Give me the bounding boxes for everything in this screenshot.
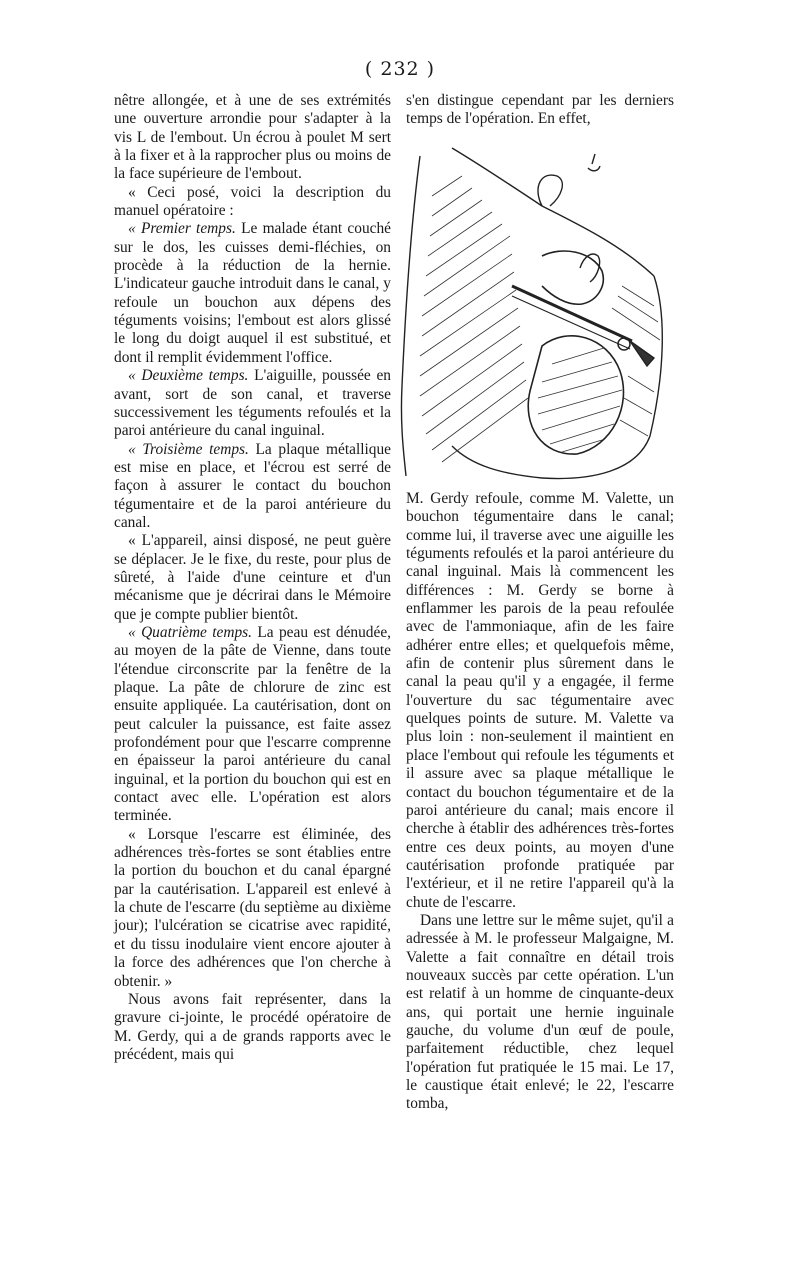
paragraph: M. Gerdy refoule, comme M. Valette, un bouchon tégumentaire dans le canal; comme lui, il traverse avec une aiguille les téguments refoulés et la paroi antérieure du canal inguinal. Mais là commencent les différences : M. Gerdy se borne à enflammer les parois de la peau refoulée avec de l'ammoniaque, afin de les faire adhérer entre elles; et quelquefois même, afin de contenir plus sûrement dans le canal la peau qu'il y a engagée, il ferme l'ouverture du sac tégumentaire avec quelques points de suture. M. Valette va plus loin : non-seulement il maintient en place l'embout qui refoule les téguments et il assure avec sa plaque métallique le contact du bouchon tégumentaire et de la paroi antérieure du canal; mais encore il cherche à établir des adhérences très-fortes entre ces deux points, au moyen d'une cautérisation profonde pratiquée par l'extérieur, et il ne retire l'appareil qu'à la chute de l'escarre. — [406, 490, 674, 911]
paragraph: Dans une lettre sur le même sujet, qu'il a adressée à M. le professeur Malgaigne, M. Valette a fait connaître en détail trois nouveaux succès par cette opération. L'un est relatif à un homme de cinquante-deux ans, qui portait une hernie inguinale gauche, du volume d'un œuf de poule, parfaitement réductible, chez lequel l'opération fut pratiquée le 15 mai. Le 17, le caustique était enlevé; le 22, l'escarre tomba, — [406, 911, 674, 1113]
step-label: « Quatrième temps. — [128, 623, 253, 641]
paragraph — [114, 220, 391, 367]
paragraph — [114, 624, 391, 826]
paragraph: nêtre allongée, et à une de ses extrémités une ouverture arrondie pour s'adapter à la vis L de l'embout. Un écrou à poulet M sert à la fixer et à la rapprocher plus ou moins de la face supérieure de l'embout. — [114, 92, 391, 183]
step-text: L'aiguille, poussée en avant, sort de son canal, et traverse successivement les téguments refoulés et la paroi antérieure du canal inguinal. — [114, 367, 392, 440]
step-text: La peau est dénudée, au moyen de la pâte de Vienne, dans toute l'étendue circonscrite par la fenêtre de la plaque. La pâte de chlorure de zinc est ensuite appliquée. La cautérisation, dont on peut calculer la puissance, est faite assez profondément pour que l'escarre comprenne en épaisseur la paroi antérieure du canal inguinal, et la portion du bouchon qui est en contact avec elle. L'opération est alors terminée. — [114, 623, 391, 825]
engraving-hatching — [420, 176, 660, 462]
surgical-engraving — [392, 136, 682, 486]
engraving-illustration — [392, 136, 682, 486]
step-label: « Deuxième temps. — [128, 367, 249, 385]
instrument-tip — [630, 341, 654, 366]
drape-edge — [401, 156, 420, 476]
paragraph — [114, 441, 391, 533]
tissue-mass — [528, 336, 623, 454]
step-label: « Premier temps. — [128, 220, 236, 238]
right-column-top — [406, 92, 674, 129]
paragraph: s'en distingue cependant par les derniers temps de l'opération. En effet, — [406, 92, 674, 128]
page-number: ( 232 ) — [364, 58, 436, 80]
paragraph: Nous avons fait représenter, dans la gravure ci-jointe, le procédé opératoire de M. Gerdy, qui a de grands rapports avec le précédent, mais qui — [114, 990, 391, 1063]
body-contour — [452, 446, 542, 478]
thread-loop — [538, 175, 562, 206]
right-column-bottom — [406, 490, 674, 1114]
instrument-shaft — [512, 286, 632, 341]
step-label: « Troisième temps. — [128, 440, 249, 458]
body-contour — [452, 148, 654, 276]
step-text: Le malade étant couché sur le dos, les cuisses demi-fléchies, on procède à la réduction de la hernie. L'indicateur gauche introduit dans le canal, y refoule un bouchon aux dépens des téguments voisins; l'embout est alors glissé le long du doigt auquel il est substitué, et dont il remplit évidemment l'office. — [114, 220, 391, 366]
paragraph: « L'appareil, ainsi disposé, ne peut guère se déplacer. Je le fixe, du reste, pour plus de sûreté, à l'aide d'une ceinture et d'un mécanisme que je décrirai dans le Mémoire que je compte publier bientôt. — [114, 532, 391, 623]
left-column — [114, 92, 391, 1064]
step-text: La plaque métallique est mise en place, et l'écrou est serré de façon à assurer le contact du bouchon tégumentaire et de la paroi antérieure du canal. — [114, 440, 391, 531]
small-hook — [588, 154, 600, 171]
paragraph — [114, 367, 391, 440]
paragraph: « Ceci posé, voici la description du manuel opératoire : — [114, 183, 391, 220]
paragraph: « Lorsque l'escarre est éliminée, des adhérences très-fortes se sont établies entre la portion du bouchon et du canal épargné par la cautérisation. L'appareil est enlevé à la chute de l'escarre (du septième au dixième jour); l'ulcération se cicatrise avec rapidité, et du tissu inodulaire vient encore ajouter à la force des adhérences que l'on cherche à obtenir. » — [114, 825, 391, 990]
